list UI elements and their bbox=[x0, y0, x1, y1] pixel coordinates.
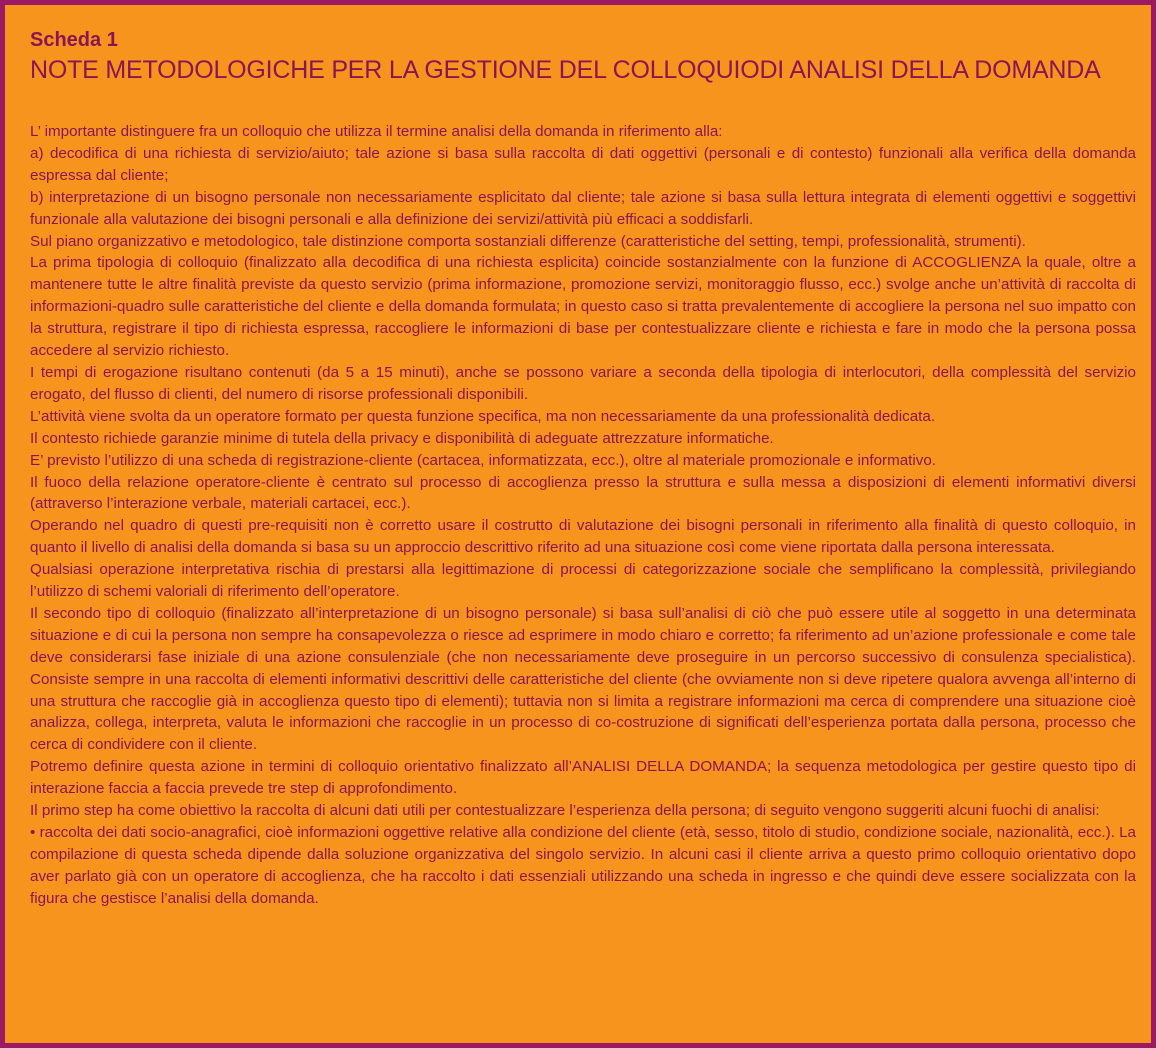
paragraph: Qualsiasi operazione interpretativa rischia di prestarsi alla legittimazione di processi di categorizzazione sociale che semplificano la complessità, privilegiando l’utilizzo di schemi valoriali di riferimento dell’operatore. bbox=[30, 561, 1136, 601]
paragraph: I tempi di erogazione risultano contenuti (da 5 a 15 minuti), anche se possono variare a seconda della tipologia di interlocutori, della complessità del servizio erogato, del flusso di clienti, del numero di risorse professionali disponibili. bbox=[30, 363, 1136, 403]
body-text bbox=[30, 121, 1136, 910]
paragraph: Operando nel quadro di questi pre-requisiti non è corretto usare il costrutto di valutazione dei bisogni personali in riferimento alla finalità di questo colloquio, in quanto il livello di analisi della domanda si basa su un approccio descrittivo riferito ad una situazione così come viene riportata dalla persona interessata. bbox=[30, 517, 1136, 557]
paragraph: Il fuoco della relazione operatore-cliente è centrato sul processo di accoglienza presso la struttura e sulla messa a disposizioni di elementi informativi diversi (attraverso l’interazione verbale, materiali cartacei, ecc.). bbox=[30, 473, 1136, 513]
paragraph: Il contesto richiede garanzie minime di tutela della privacy e disponibilità di adeguate attrezzature informatiche. bbox=[30, 429, 774, 447]
paragraph: Sul piano organizzativo e metodologico, tale distinzione comporta sostanziali differenze (caratteristiche del setting, tempi, professionalità, strumenti). bbox=[30, 232, 1026, 250]
paragraph: a) decodifica di una richiesta di servizio/aiuto; tale azione si basa sulla raccolta di dati oggettivi (personali e di contesto) funzionali alla verifica della domanda espressa dal cliente; bbox=[30, 144, 1136, 184]
card-content bbox=[30, 27, 1136, 910]
paragraph: L’ importante distinguere fra un colloquio che utilizza il termine analisi della domanda in riferimento alla: bbox=[30, 123, 723, 140]
paragraph: Potremo definire questa azione in termini di colloquio orientativo finalizzato all’ANALISI DELLA DOMANDA; la sequenza metodologica per gestire questo tipo di interazione faccia a faccia prevede tre step di approfondimento. bbox=[30, 758, 1136, 798]
page-title: NOTE METODOLOGICHE PER LA GESTIONE DEL COLLOQUIODI ANALISI DELLA DOMANDA bbox=[30, 56, 1101, 84]
sheet-label: Scheda 1 bbox=[30, 29, 118, 51]
paragraph: E’ previsto l’utilizzo di una scheda di registrazione-cliente (cartacea, informatizzata, ecc.), oltre al materiale promozionale e informativo. bbox=[30, 451, 937, 469]
paragraph: b) interpretazione di un bisogno personale non necessariamente esplicitato dal cliente; tale azione si basa sulla lettura integrata di elementi oggettivi e soggettivi funzionale alla valutazione dei bisogni personali e alla definizione dei servizi/attività più efficaci a soddisfarli. bbox=[30, 188, 1136, 228]
paragraph: L’attività viene svolta da un operatore formato per questa funzione specifica, ma non necessariamente da una professionalità dedicata. bbox=[30, 407, 936, 425]
paragraph: La prima tipologia di colloquio (finalizzato alla decodifica di una richiesta esplicita) coincide sostanzialmente con la funzione di ACCOGLIENZA la quale, oltre a mantenere tutte le altre finalità previste da questo servizio (prima informazione, promozione servizi, monitoraggio flusso, ecc.) svolge anche un’attività di raccolta di informazioni-quadro sulle caratteristiche del cliente e della domanda formulata; in questo caso si tratta prevalentemente di accogliere la persona nel suo impatto con la struttura, registrare il tipo di richiesta espressa, raccogliere le informazioni di base per contestualizzare cliente e richiesta e fare in modo che la persona possa accedere al servizio richiesto. bbox=[30, 254, 1136, 360]
paragraph: Il secondo tipo di colloquio (finalizzato all’interpretazione di un bisogno personale) si basa sull’analisi di ciò che può essere utile al soggetto in una determinata situazione e di cui la persona non sempre ha consapevolezza o riesce ad esprimere in modo chiaro e corretto; fa riferimento ad un’azione professionale e come tale deve considerarsi fase iniziale di una azione consulenziale (che non necessariamente deve proseguire in un percorso successivo di consulenza specialistica). Consiste sempre in una raccolta di elementi informativi descrittivi delle caratteristiche del cliente (che ovviamente non si deve ripetere qualora avvenga all’interno di una struttura che raccoglie già in accoglienza questo tipo di elementi); tuttavia non si limita a registrare informazioni ma cerca di comprendere una situazione cioè analizza, collega, interpreta, valuta le informazioni che raccoglie in un processo di co-costruzione di significati dell’esperienza portata dalla persona, processo che cerca di condividere con il cliente. bbox=[30, 604, 1136, 754]
paragraph: Il primo step ha come obiettivo la raccolta di alcuni dati utili per contestualizzare l’esperienza della persona; di seguito vengono suggeriti alcuni fuochi di analisi: bbox=[30, 802, 1100, 820]
bullet-paragraph: • raccolta dei dati socio-anagrafici, cioè informazioni oggettive relative alla condizione del cliente (età, sesso, titolo di studio, condizione sociale, nazionalità, ecc.). La compilazione di questa scheda dipende dalla soluzione organizzativa del singolo servizio. In alcuni casi il cliente arriva a questo primo colloquio orientativo dopo aver parlato già con un operatore di accoglienza, che ha raccolto i dati essenziali utilizzando una scheda in ingresso e che quindi deve essere socializzata con la figura che gestisce l’analisi della domanda. bbox=[30, 824, 1136, 907]
